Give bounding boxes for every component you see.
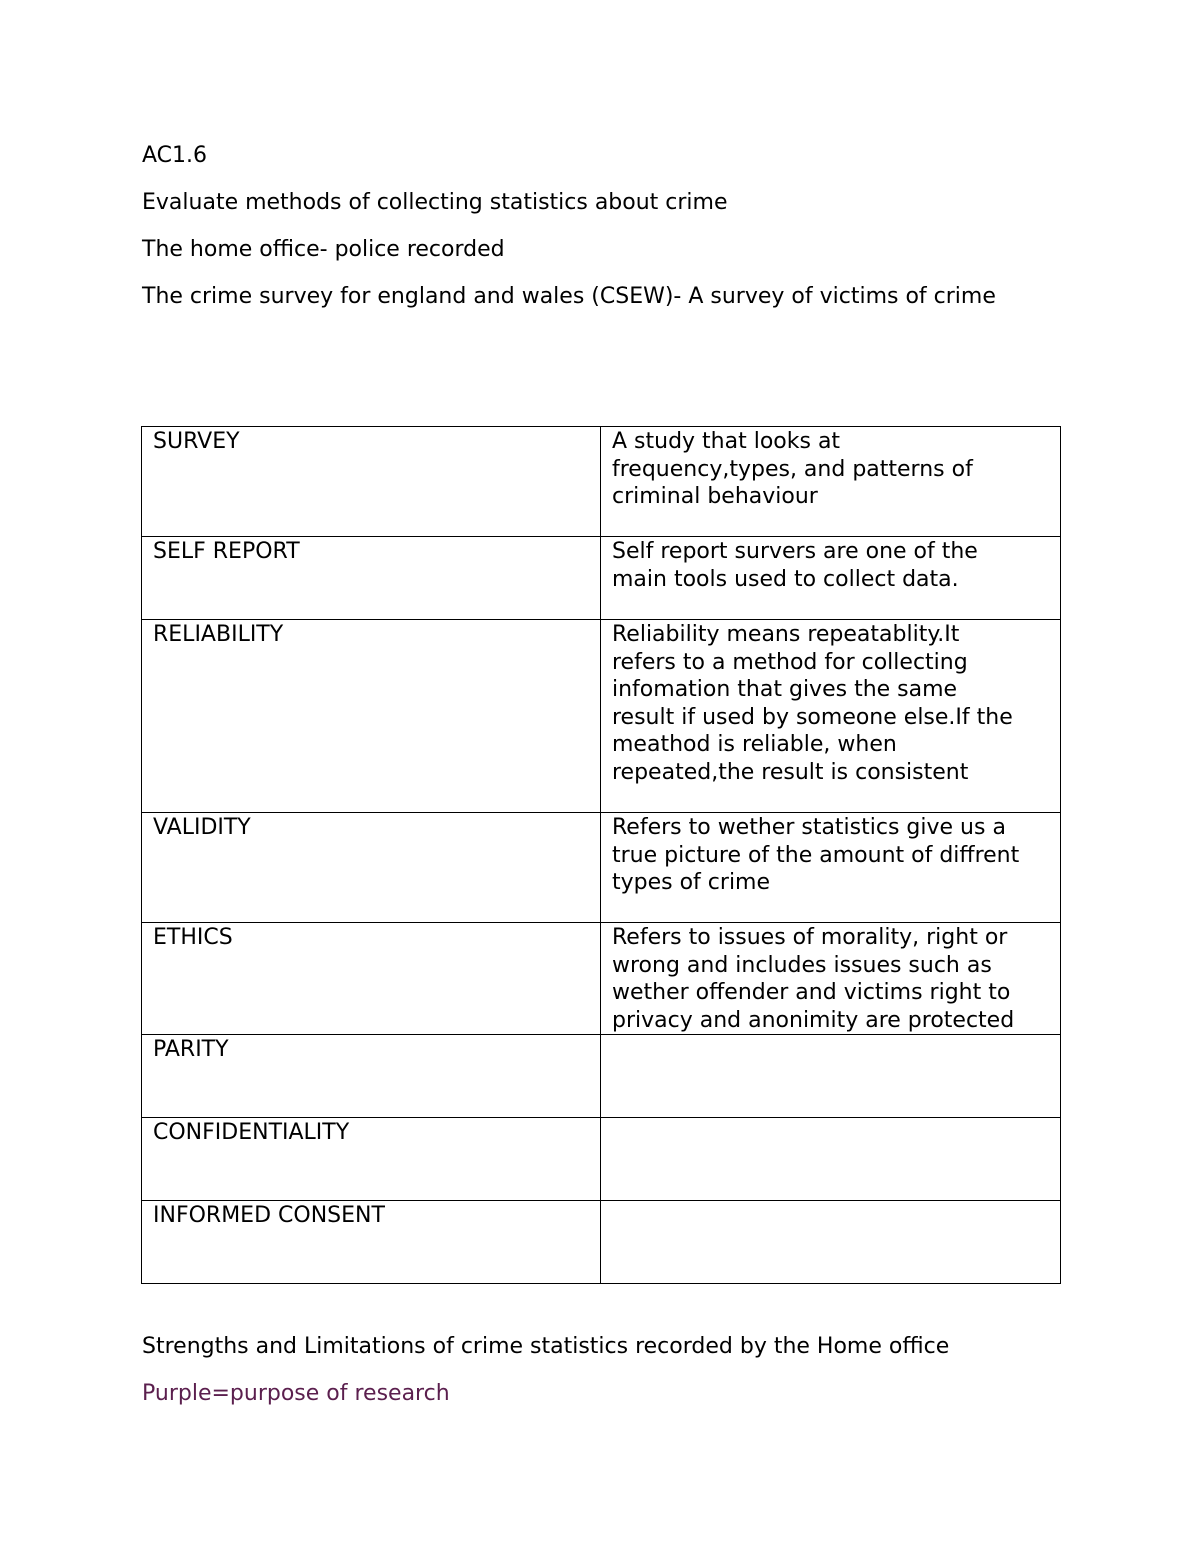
table-row xyxy=(142,1201,1061,1284)
term-cell: RELIABILITY xyxy=(142,620,601,813)
term-cell: SELF REPORT xyxy=(142,537,601,620)
term-cell: CONFIDENTIALITY xyxy=(142,1118,601,1201)
home-office-line: The home office- police recorded xyxy=(142,237,505,262)
definition-cell: Self report survers are one of the main tools used to collect data. xyxy=(601,537,1061,620)
table-row xyxy=(142,1118,1061,1201)
term-cell: PARITY xyxy=(142,1035,601,1118)
definition-cell: Refers to issues of morality, right or wrong and includes issues such as wether offender and victims right to privacy and anonimity are protected xyxy=(601,923,1061,1035)
table-row xyxy=(142,923,1061,1035)
table-row xyxy=(142,537,1061,620)
definition-cell xyxy=(601,1118,1061,1201)
purple-note: Purple=purpose of research xyxy=(142,1381,450,1406)
document-title: Evaluate methods of collecting statistics about crime xyxy=(142,190,728,215)
term-cell: SURVEY xyxy=(142,427,601,537)
table-row xyxy=(142,620,1061,813)
table-row xyxy=(142,1035,1061,1118)
term-cell: INFORMED CONSENT xyxy=(142,1201,601,1284)
term-cell: VALIDITY xyxy=(142,813,601,923)
definition-cell: A study that looks at frequency,types, and patterns of criminal behaviour xyxy=(601,427,1061,537)
assessment-code: AC1.6 xyxy=(142,143,208,168)
definition-cell xyxy=(601,1035,1061,1118)
definition-cell: Reliability means repeatablity.It refers to a method for collecting infomation that gives the same result if used by someone else.If the meathod is reliable, when repeated,the result is consistent xyxy=(601,620,1061,813)
definitions-table xyxy=(141,426,1061,1284)
strengths-heading: Strengths and Limitations of crime statistics recorded by the Home office xyxy=(142,1334,950,1359)
definition-cell: Refers to wether statistics give us a true picture of the amount of diffrent types of crime xyxy=(601,813,1061,923)
csew-line: The crime survey for england and wales (CSEW)- A survey of victims of crime xyxy=(142,284,996,309)
definition-cell xyxy=(601,1201,1061,1284)
term-cell: ETHICS xyxy=(142,923,601,1035)
table-row xyxy=(142,813,1061,923)
table-row xyxy=(142,427,1061,537)
